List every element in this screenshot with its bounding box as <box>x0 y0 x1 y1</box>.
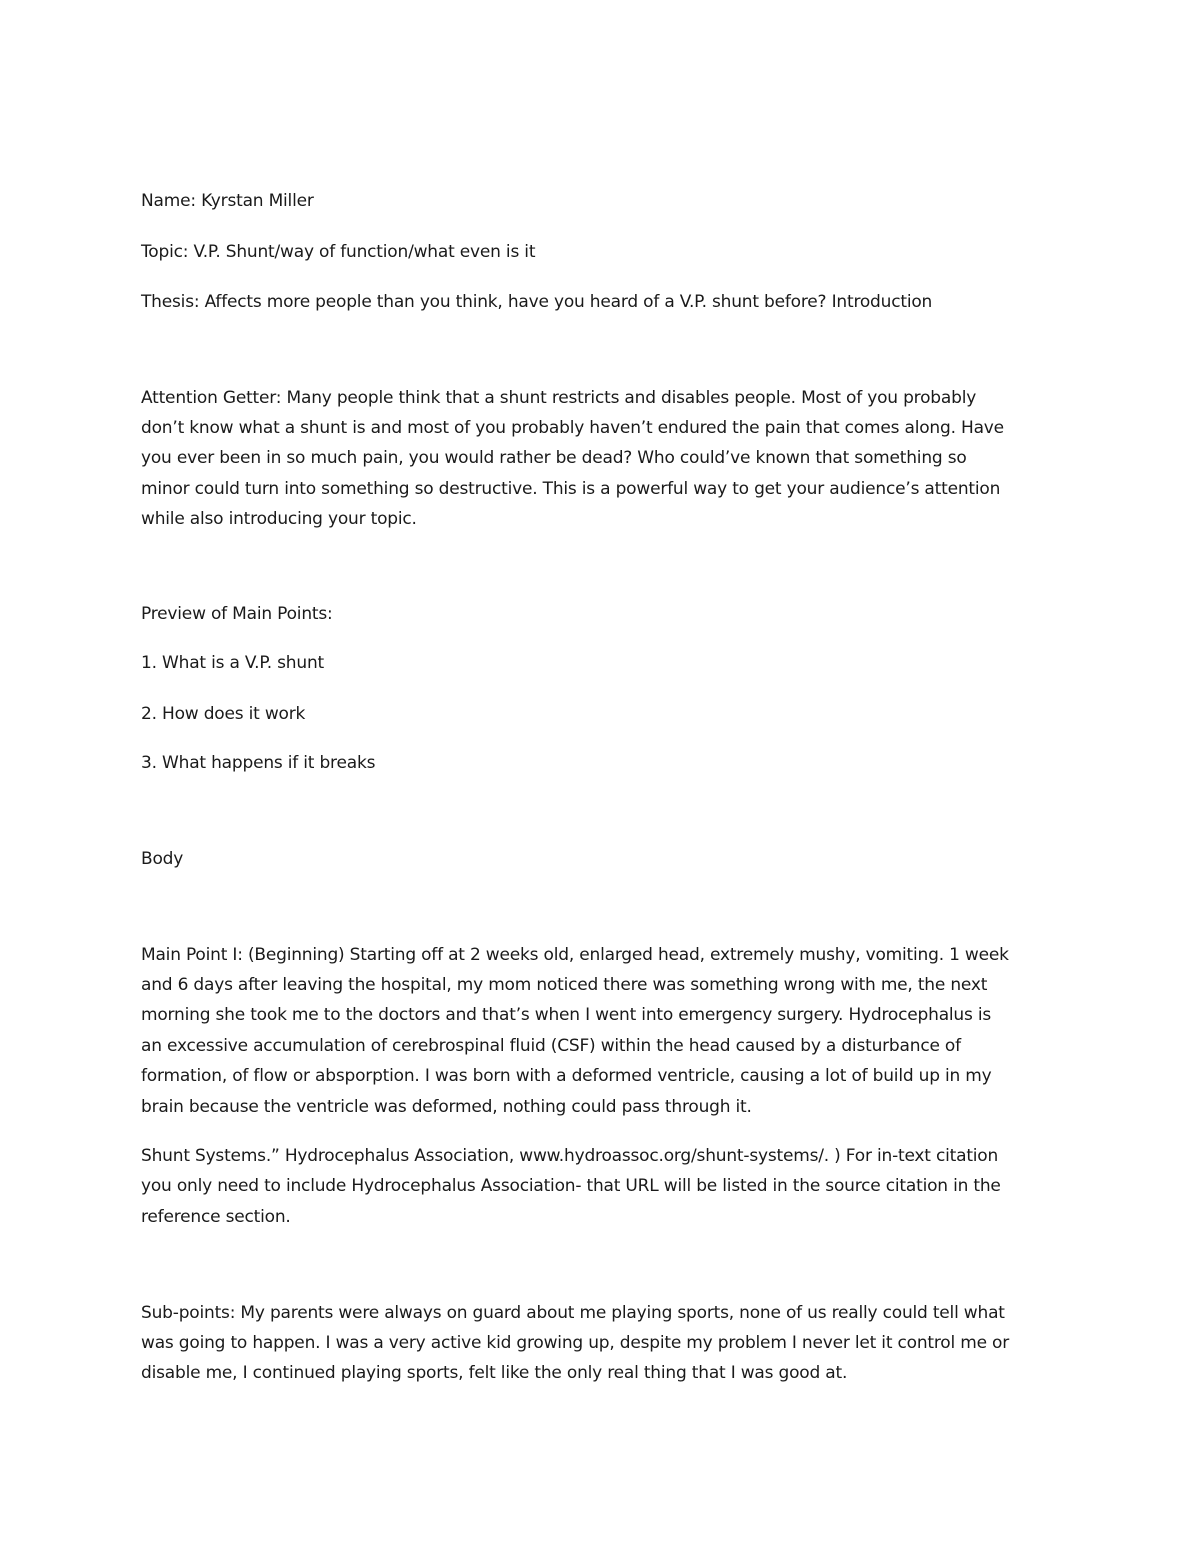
thesis-line: Thesis: Affects more people than you think, have you heard of a V.P. shunt before? Introduction <box>141 292 933 312</box>
sub-points-line: disable me, I continued playing sports, felt like the only real thing that I was good at. <box>141 1363 848 1383</box>
main-point-line: Main Point I: (Beginning) Starting off at 2 weeks old, enlarged head, extremely mushy, vomiting. 1 week <box>141 945 1009 965</box>
sub-points-line: Sub-points: My parents were always on guard about me playing sports, none of us really could tell what <box>141 1303 1005 1323</box>
preview-point: 1. What is a V.P. shunt <box>141 653 324 673</box>
attention-getter-line: Attention Getter: Many people think that a shunt restricts and disables people. Most of you probably <box>141 388 977 408</box>
main-point-line: formation, of flow or absporption. I was born with a deformed ventricle, causing a lot of build up in my <box>141 1066 992 1086</box>
topic-line: Topic: V.P. Shunt/way of function/what even is it <box>141 242 536 262</box>
sub-points-line: was going to happen. I was a very active kid growing up, despite my problem I never let it control me or <box>141 1333 1010 1353</box>
preview-point: 2. How does it work <box>141 704 306 724</box>
preview-point: 3. What happens if it breaks <box>141 753 376 773</box>
body-heading: Body <box>141 849 184 869</box>
main-point-line: an excessive accumulation of cerebrospinal fluid (CSF) within the head caused by a disturbance of <box>141 1036 961 1056</box>
attention-getter-line: don’t know what a shunt is and most of you probably haven’t endured the pain that comes along. Have <box>141 418 1004 438</box>
preview-heading: Preview of Main Points: <box>141 604 333 624</box>
name-line: Name: Kyrstan Miller <box>141 191 314 211</box>
citation-line: Shunt Systems.” Hydrocephalus Association, www.hydroassoc.org/shunt-systems/. ) For in-text citation <box>141 1146 999 1166</box>
citation-line: you only need to include Hydrocephalus Association- that URL will be listed in the source citation in the <box>141 1176 1001 1196</box>
main-point-line: brain because the ventricle was deformed, nothing could pass through it. <box>141 1097 752 1117</box>
main-point-line: and 6 days after leaving the hospital, my mom noticed there was something wrong with me, the next <box>141 975 988 995</box>
attention-getter-line: you ever been in so much pain, you would rather be dead? Who could’ve known that something so <box>141 448 967 468</box>
attention-getter-line: minor could turn into something so destructive. This is a powerful way to get your audience’s attention <box>141 479 1001 499</box>
attention-getter-line: while also introducing your topic. <box>141 509 417 529</box>
citation-line: reference section. <box>141 1207 291 1227</box>
main-point-line: morning she took me to the doctors and that’s when I went into emergency surgery. Hydrocephalus is <box>141 1005 992 1025</box>
